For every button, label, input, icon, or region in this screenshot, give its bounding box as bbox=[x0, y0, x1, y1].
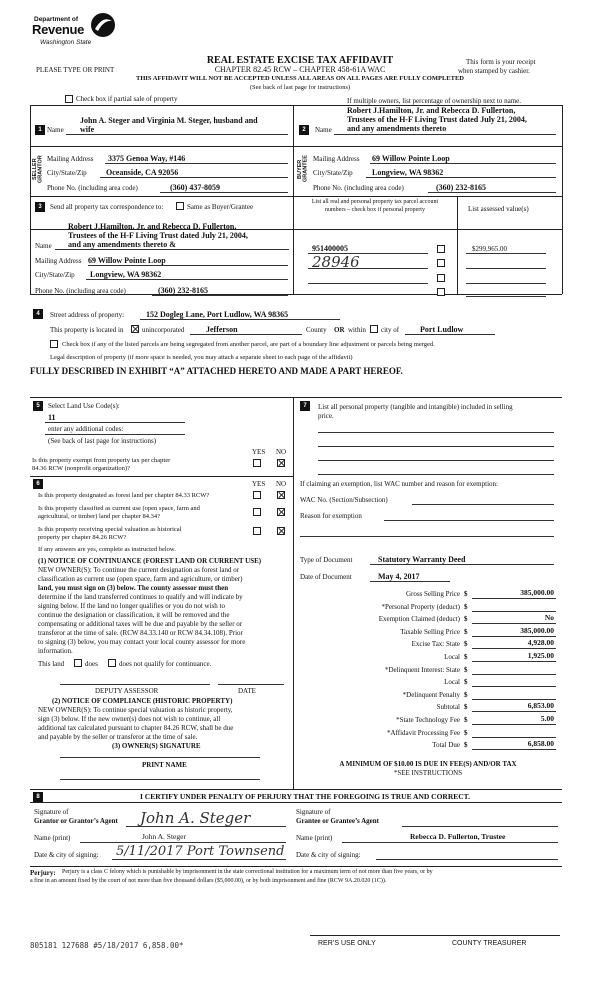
buyer-phone: (360) 232-8165 bbox=[436, 183, 486, 192]
tax-row-underline bbox=[472, 711, 556, 712]
certify-line: I CERTIFY UNDER PENALTY OF PERJURY THAT THE FOREGOING IS TRUE AND CORRECT. bbox=[139, 792, 470, 801]
dept-name: Revenue bbox=[32, 22, 85, 37]
seller-name-label: Name bbox=[47, 126, 64, 134]
tax-row-label: *Affidavit Processing Fee bbox=[387, 728, 460, 737]
county-value: Jefferson bbox=[206, 325, 238, 334]
within-label: within bbox=[348, 326, 366, 334]
land-use-code: 11 bbox=[48, 413, 56, 422]
tax-row-value: 385,000.00 bbox=[520, 588, 554, 597]
see-back: (See back of last page for instructions) bbox=[249, 84, 351, 91]
grantor-signature: John A. Steger bbox=[140, 809, 251, 827]
section-5-badge: 5 bbox=[33, 401, 43, 411]
perjury-line-2: a fine in an amount fixed by the court of not more than five thousand dollars ($5,000.00), or by both imprisonment and fine (RCW 9A.20.020 (1C)). bbox=[30, 878, 387, 884]
seller-name-line-2: wife bbox=[80, 125, 95, 134]
tax-row-value: 6,853.00 bbox=[527, 701, 554, 711]
wac-label: WAC No. (Section/Subsection) bbox=[300, 496, 388, 504]
tax-row-underline bbox=[472, 636, 556, 637]
tax-row-label: Local bbox=[444, 678, 460, 687]
tax-row-currency: $ bbox=[464, 627, 468, 636]
tax-table bbox=[300, 590, 558, 755]
historic-question-2: property per chapter 84.26 RCW? bbox=[38, 534, 127, 541]
tax-row-currency: $ bbox=[464, 690, 468, 699]
tax-row-currency: $ bbox=[464, 590, 468, 598]
notice1-line-1: NEW OWNER(S): To continue the current designation as forest land or bbox=[38, 566, 240, 574]
section5-yes: YES bbox=[252, 448, 266, 456]
corr-name-line-1: Robert J.Hamilton, Jr. and Rebecca D. Fullerton, bbox=[68, 222, 237, 231]
section-8-badge: 8 bbox=[33, 792, 43, 802]
tax-row-label: *Personal Property (deduct) bbox=[381, 602, 460, 611]
corr-mailing: 69 Willow Pointe Loop bbox=[88, 256, 166, 265]
doc-type: Statutory Warranty Deed bbox=[378, 555, 466, 564]
notice1-line-4: determine if the land transferred continues to qualify and will indicate by bbox=[38, 593, 243, 601]
tax-row-label: *Delinquent Penalty bbox=[402, 690, 460, 699]
tax-row-label: Taxable Selling Price bbox=[400, 627, 460, 636]
tax-row-underline bbox=[472, 648, 556, 649]
exempt-no-checkbox[interactable] bbox=[277, 459, 285, 467]
tax-row-currency: $ bbox=[464, 602, 468, 611]
corr-name-line-2: Trustees of the H-F Living Trust dated July 21, 2004, bbox=[68, 231, 248, 240]
parcel-1: 951400005 bbox=[312, 244, 348, 253]
notice2-line-3: additional tax calculated pursuant to chapter 84.26 RCW, shall be due bbox=[38, 724, 234, 732]
segregated-label: Check box if any of the listed parcels are being segregated from another parcel, are part of a boundary line adjustment or parcels being merged. bbox=[62, 341, 435, 348]
buyer-name-line-1: Robert J.Hamilton, Jr. and Rebecca D. Fullerton, bbox=[347, 106, 516, 115]
section6-no: NO bbox=[276, 480, 287, 488]
tax-row-value: 1,925.00 bbox=[527, 651, 554, 660]
grantor-date-city: 5/11/2017 Port Townsend bbox=[116, 844, 285, 859]
historic-question-1: Is this property receiving special valuation as historical bbox=[38, 526, 182, 533]
tax-row-value: 385,000.00 bbox=[520, 625, 554, 635]
tax-row-currency: $ bbox=[464, 678, 468, 687]
buyer-city: Longview, WA 98362 bbox=[372, 168, 444, 177]
doc-date-label: Date of Document bbox=[300, 573, 352, 581]
notice2-line-2: sign (3) below. If the new owner(s) does not wish to continue, all bbox=[38, 715, 221, 723]
assessed-header: List assessed value(s) bbox=[468, 205, 529, 213]
exempt-question-1: Is this property exempt from property tax per chapter bbox=[32, 457, 171, 464]
unincorporated-label: unincorporated bbox=[142, 326, 185, 334]
seller-phone: (360) 437-8059 bbox=[170, 183, 220, 192]
deputy-date-label: DATE bbox=[238, 687, 256, 695]
tax-row-currency: $ bbox=[464, 703, 468, 712]
tax-row-currency: $ bbox=[464, 741, 468, 750]
street-address: 152 Dogleg Lane, Port Ludlow, WA 98365 bbox=[146, 310, 289, 319]
buyer-name-label: Name bbox=[315, 126, 332, 134]
grantee-sig-label-1: Signature of bbox=[296, 808, 331, 816]
or-label: OR bbox=[334, 326, 345, 334]
multiple-owners-note: If multiple owners, list percentage of ownership next to name. bbox=[347, 97, 521, 105]
section-7-badge: 7 bbox=[300, 401, 310, 411]
partial-sale-label: Check box if partial sale of property bbox=[76, 95, 178, 103]
parcel-4-personal-checkbox[interactable] bbox=[437, 288, 445, 296]
section5-no: NO bbox=[276, 448, 287, 456]
tax-row-label: Gross Selling Price bbox=[405, 590, 460, 598]
legal-label: Legal description of property (if more space is needed, you may attach a separate sheet to each page of the affidavit) bbox=[50, 354, 353, 361]
warning-line: THIS AFFIDAVIT WILL NOT BE ACCEPTED UNLESS ALL AREAS ON ALL PAGES ARE FULLY COMPLETED bbox=[136, 75, 464, 82]
buyer-city-label: City/State/Zip bbox=[313, 169, 353, 177]
notice1-line-8: transferor at the time of sale. (RCW 84.33.140 or RCW 84.34.108). Prior bbox=[38, 629, 243, 637]
tax-row-currency: $ bbox=[464, 665, 468, 674]
form-title: REAL ESTATE EXCISE TAX AFFIDAVIT bbox=[206, 55, 394, 66]
located-in-label: This property is located in bbox=[50, 326, 124, 334]
parcel-2-personal-checkbox[interactable] bbox=[437, 259, 445, 267]
land-does-label: does bbox=[85, 660, 98, 668]
city-of-label: city of bbox=[381, 326, 400, 334]
grantor-sig-label-2: Grantor or Grantor’s Agent bbox=[34, 817, 118, 825]
seller-mailing: 3375 Genoa Way, #146 bbox=[108, 154, 186, 163]
tax-row-value: 6,858.00 bbox=[527, 739, 554, 749]
perjury-label: Perjury: bbox=[30, 869, 56, 877]
unincorporated-checkbox[interactable] bbox=[131, 325, 139, 333]
historic-no-checkbox[interactable] bbox=[277, 527, 285, 535]
land-does-not-label: does not qualify for continuance. bbox=[119, 660, 212, 668]
if-yes-instruction: If any answers are yes, complete as instructed below. bbox=[38, 546, 176, 553]
corr-name-line-3: and any amendments thereto & bbox=[68, 240, 176, 249]
please-type: PLEASE TYPE OR PRINT bbox=[36, 66, 115, 74]
segregated-checkbox[interactable] bbox=[50, 340, 58, 348]
forest-no-checkbox[interactable] bbox=[277, 491, 285, 499]
buyer-mailing: 69 Willow Pointe Loop bbox=[372, 154, 450, 163]
tax-row-underline bbox=[472, 623, 556, 624]
land-does-not-checkbox[interactable] bbox=[108, 659, 116, 667]
county-label: County bbox=[306, 326, 327, 334]
historic-yes-checkbox[interactable] bbox=[253, 527, 261, 535]
forest-yes-checkbox[interactable] bbox=[253, 491, 261, 499]
buyer-name-line-3: and any amendments thereto bbox=[347, 124, 447, 133]
tax-row-label: Excise Tax: State bbox=[411, 640, 460, 649]
parcel-3-personal-checkbox[interactable] bbox=[437, 274, 445, 282]
corr-phone-label: Phone No. (including area code) bbox=[35, 287, 126, 295]
seller-city: Oceanside, CA 92056 bbox=[106, 168, 179, 177]
exempt-yes-checkbox[interactable] bbox=[253, 459, 261, 467]
see-instructions: *SEE INSTRUCTIONS bbox=[393, 769, 463, 777]
notice-compliance-title: (2) NOTICE OF COMPLIANCE (HISTORIC PROPERTY) bbox=[52, 697, 233, 705]
tax-row-underline bbox=[472, 737, 556, 738]
notice1-line-9: to signing (3) below, you may contact your local county assessor for more bbox=[38, 638, 246, 646]
notice1-line-3: land, you must sign on (3) below. The county assessor must then bbox=[38, 584, 229, 592]
tax-row-underline bbox=[472, 749, 556, 750]
buyer-grantee-label: BUYER GRANTEE bbox=[297, 155, 309, 183]
current-use-no-checkbox[interactable] bbox=[277, 508, 285, 516]
cashier-stamp: 805181 127688 #5/18/2017 6,858.00* bbox=[30, 941, 184, 950]
notice1-line-10: information. bbox=[38, 647, 73, 655]
section6-yes: YES bbox=[252, 480, 266, 488]
seller-grantor-label: SELLER GRANTOR bbox=[32, 155, 44, 183]
current-use-question-1: Is this property classified as current use (open space, farm and bbox=[38, 505, 200, 512]
correspondence-intro: Send all property tax correspondence to: bbox=[50, 203, 164, 211]
grantee-name: Rebecca D. Fullerton, Trustee bbox=[410, 832, 506, 841]
tax-row-underline bbox=[472, 661, 556, 662]
buyer-phone-label: Phone No. (including area code) bbox=[313, 184, 404, 192]
personal-property-label-2: price. bbox=[318, 412, 334, 420]
section-4-badge: 4 bbox=[33, 309, 43, 319]
notice1-line-2: classification as current use (open space, farm and agriculture, or timber) bbox=[38, 575, 243, 583]
section5-see-back: (See back of last page for instructions) bbox=[48, 437, 157, 445]
this-land-label: This land bbox=[38, 660, 65, 668]
tax-row-value: 5.00 bbox=[540, 714, 554, 723]
land-use-label: Select Land Use Code(s): bbox=[48, 402, 120, 410]
tax-row-label: *State Technology Fee bbox=[396, 716, 460, 724]
land-does-checkbox[interactable] bbox=[74, 659, 82, 667]
corr-phone: (360) 232-8165 bbox=[158, 286, 208, 295]
tax-row-label: Local bbox=[444, 653, 460, 661]
parcels-header-1: List all real and personal property tax parcel account bbox=[311, 199, 439, 205]
owners-signature-label: (3) OWNER(S) SIGNATURE bbox=[112, 742, 201, 750]
tax-row-underline bbox=[472, 611, 556, 612]
deputy-assessor-label: DEPUTY ASSESSOR bbox=[95, 687, 159, 695]
tax-row-underline bbox=[472, 699, 556, 700]
notice-continuance-title: (1) NOTICE OF CONTINUANCE (FOREST LAND OR CURRENT USE) bbox=[38, 557, 262, 565]
forest-question: Is this property designated as forest land per chapter 84.33 RCW? bbox=[38, 492, 210, 499]
notice2-line-4: and payable by the seller or transferor at the time of sale. bbox=[38, 733, 198, 741]
section-2-badge: 2 bbox=[299, 125, 309, 135]
tax-row-label: Total Due bbox=[432, 741, 460, 750]
notice1-line-5: signing below. If the land no longer qualifies or you do not wish to bbox=[38, 602, 225, 610]
grantee-sig-label-2: Grantee or Grantee’s Agent bbox=[296, 817, 380, 825]
section-6-badge: 6 bbox=[33, 479, 43, 489]
tax-row-label: Subtotal bbox=[436, 703, 460, 712]
city-value: Port Ludlow bbox=[420, 325, 464, 334]
street-label: Street address of property: bbox=[50, 311, 125, 319]
section-1-badge: 1 bbox=[35, 125, 45, 135]
exempt-question-2: 84.36 RCW (nonprofit organization)? bbox=[32, 465, 130, 472]
section-3-badge: 3 bbox=[35, 202, 45, 212]
corr-city: Longview, WA 98362 bbox=[90, 270, 162, 279]
tax-row-currency: $ bbox=[464, 716, 468, 724]
tax-row-underline bbox=[472, 724, 556, 725]
receipt-note-1: This form is your receipt bbox=[466, 58, 536, 66]
within-city-checkbox[interactable] bbox=[370, 325, 378, 333]
exemption-label: If claiming an exemption, list WAC number and reason for exemption: bbox=[300, 480, 498, 488]
tax-row-label: Exemption Claimed (deduct) bbox=[378, 615, 460, 624]
seller-phone-label: Phone No. (including area code) bbox=[47, 184, 138, 192]
dor-logo bbox=[32, 12, 124, 54]
same-as-buyer-checkbox[interactable] bbox=[176, 202, 184, 210]
buyer-name-line-2: Trustees of the H-F Living Trust dated July 21, 2004, bbox=[347, 115, 527, 124]
print-name-label: PRINT NAME bbox=[142, 761, 187, 769]
tax-row-currency: $ bbox=[464, 728, 468, 737]
perjury-line-1: Perjury is a class C felony which is punishable by imprisonment in the state correctional institution for a maximum term of not more than five years, or by bbox=[62, 869, 433, 875]
tax-row-underline bbox=[472, 598, 556, 599]
same-as-buyer-label: Same as Buyer/Grantee bbox=[187, 203, 254, 211]
dept-line: Department of bbox=[34, 16, 79, 23]
seller-mailing-label: Mailing Address bbox=[47, 155, 94, 163]
assessed-1: $299,965.00 bbox=[472, 245, 507, 253]
grantor-sig-label-1: Signature of bbox=[34, 808, 69, 816]
buyer-mailing-label: Mailing Address bbox=[313, 155, 360, 163]
additional-codes-label: enter any additional codes: bbox=[48, 425, 124, 433]
seller-name-line-1: John A. Steger and Virginia M. Steger, husband and bbox=[80, 116, 258, 125]
corr-name-label: Name bbox=[35, 242, 52, 250]
notice1-line-6: continue the designation or classification, it will be removed and the bbox=[38, 611, 230, 619]
current-use-question-2: agricultural, or timber) land per chapter 84.34? bbox=[38, 513, 161, 520]
parcels-header-2: numbers – check box if personal property bbox=[325, 207, 425, 213]
parcel-1-personal-checkbox[interactable] bbox=[437, 245, 445, 253]
doc-type-label: Type of Document bbox=[300, 556, 353, 564]
partial-sale-checkbox[interactable] bbox=[65, 95, 73, 103]
personal-property-label-1: List all personal property (tangible and intangible) included in selling bbox=[318, 403, 513, 411]
tax-row-label: *Delinquent Interest: State bbox=[384, 665, 460, 674]
corr-city-label: City/State/Zip bbox=[35, 271, 75, 279]
grantor-date-label: Date & city of signing: bbox=[34, 851, 99, 859]
seller-city-label: City/State/Zip bbox=[47, 169, 87, 177]
tax-row-currency: $ bbox=[464, 615, 468, 624]
tax-row-underline bbox=[472, 674, 556, 675]
chapter-line: CHAPTER 82.45 RCW – CHAPTER 458-61A WAC bbox=[214, 65, 386, 74]
tax-row-value: No bbox=[544, 613, 554, 623]
corr-mailing-label: Mailing Address bbox=[35, 257, 82, 265]
reason-label: Reason for exemption bbox=[300, 512, 362, 520]
legal-description: FULLY DESCRIBED IN EXHIBIT “A” ATTACHED HERETO AND MADE A PART HEREOF. bbox=[30, 366, 403, 376]
dor-logo-icon bbox=[90, 12, 116, 38]
county-treasurer: COUNTY TREASURER bbox=[452, 940, 527, 947]
tax-row-currency: $ bbox=[464, 640, 468, 649]
notice2-line-1: NEW OWNER(S): To continue special valuation as historic property, bbox=[38, 706, 233, 714]
tax-row-underline bbox=[472, 686, 556, 687]
grantee-date-label: Date & city of signing: bbox=[296, 851, 361, 859]
dept-state: Washington State bbox=[40, 39, 92, 46]
tax-row-currency: $ bbox=[464, 653, 468, 661]
minimum-note: A MINIMUM OF $10.00 IS DUE IN FEE(S) AND/OR TAX bbox=[339, 760, 517, 768]
rers-use-only: RER’S USE ONLY bbox=[318, 940, 376, 947]
parcel-2-handwritten: 28946 bbox=[312, 253, 360, 271]
receipt-note-2: when stamped by cashier. bbox=[458, 67, 530, 75]
grantor-name: John A. Steger bbox=[142, 832, 186, 841]
grantor-name-label: Name (print) bbox=[34, 834, 71, 842]
doc-date: May 4, 2017 bbox=[378, 572, 420, 581]
notice1-line-7: compensating or additional taxes will be due and payable by the seller or bbox=[38, 620, 243, 628]
tax-row-value: 4,928.00 bbox=[527, 638, 554, 648]
current-use-yes-checkbox[interactable] bbox=[253, 508, 261, 516]
grantee-name-label: Name (print) bbox=[296, 834, 333, 842]
